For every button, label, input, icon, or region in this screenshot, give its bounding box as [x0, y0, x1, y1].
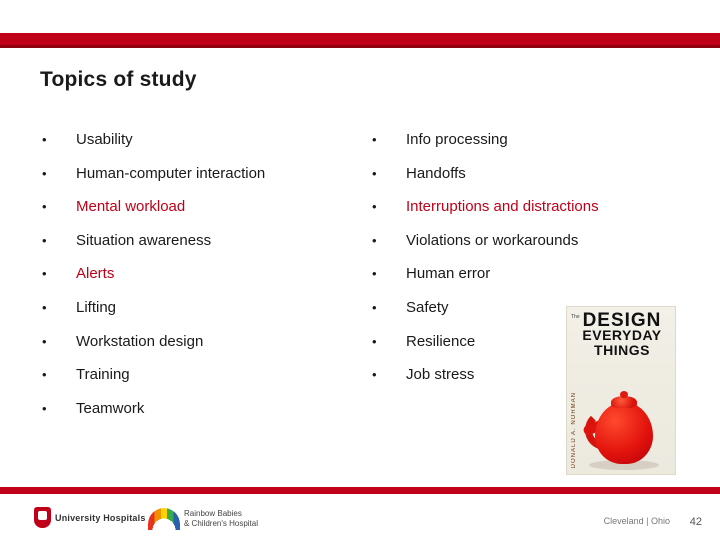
- bullet-marker: •: [42, 199, 47, 215]
- bullet-marker: •: [372, 299, 377, 315]
- bullet-marker: •: [372, 165, 377, 181]
- bullet-marker: •: [372, 199, 377, 215]
- location-label: Cleveland | Ohio: [603, 516, 670, 526]
- list-item: [366, 165, 666, 199]
- list-item: [36, 299, 366, 333]
- bullet-marker: •: [42, 400, 47, 416]
- list-item: [36, 333, 366, 367]
- list-item-label: Lifting: [76, 298, 117, 316]
- shield-icon: [34, 507, 51, 528]
- slide-footer: [0, 494, 720, 540]
- book-cover-image: [566, 306, 676, 475]
- list-item-label: Human-computer interaction: [76, 164, 266, 182]
- list-item: [366, 232, 666, 266]
- page-title: Topics of study: [40, 68, 197, 91]
- list-item-label: Resilience: [406, 332, 476, 350]
- bullet-marker: •: [42, 299, 47, 315]
- bullet-marker: •: [372, 232, 377, 248]
- page-number: 42: [689, 516, 702, 528]
- rainbow-babies-label: [184, 509, 258, 529]
- university-hospitals-logo: [34, 507, 146, 528]
- list-item: [366, 265, 666, 299]
- list-item: [36, 265, 366, 299]
- book-title-line3: THINGS: [594, 342, 650, 358]
- top-accent-bar-shadow: [0, 45, 720, 48]
- bottom-accent-bar: [0, 487, 720, 494]
- list-item-label: Teamwork: [76, 399, 145, 417]
- list-item: [36, 198, 366, 232]
- rainbow-babies-line2: & Children's Hospital: [184, 519, 259, 528]
- bullet-marker: •: [372, 132, 377, 147]
- book-title-line1: DESIGN: [582, 310, 662, 331]
- bullet-marker: •: [42, 333, 47, 349]
- bullet-marker: •: [372, 266, 377, 282]
- rainbow-babies-line1: Rainbow Babies: [184, 509, 242, 518]
- book-title: [567, 310, 676, 358]
- bullet-marker: •: [42, 132, 47, 147]
- list-item: [36, 366, 366, 400]
- book-title-line2: EVERYDAY: [582, 327, 662, 343]
- bullet-marker: •: [372, 367, 377, 383]
- list-item: [36, 232, 366, 266]
- top-accent-bar: [0, 33, 720, 45]
- bullet-marker: •: [372, 333, 377, 349]
- rainbow-arc-icon: [148, 508, 180, 530]
- bullet-column-left: [36, 131, 366, 433]
- list-item: [366, 198, 666, 232]
- university-hospitals-label: University Hospitals: [55, 512, 146, 523]
- list-item-label: Workstation design: [76, 332, 204, 350]
- list-item: [36, 400, 366, 434]
- list-item: [36, 165, 366, 199]
- bullet-marker: •: [42, 232, 47, 248]
- teapot-body: [595, 402, 653, 464]
- list-item-label: Human error: [406, 265, 491, 283]
- book-kicker: The: [571, 314, 580, 320]
- bullet-marker: •: [42, 266, 47, 282]
- list-item-label: Usability: [76, 131, 133, 148]
- list-item-label: Safety: [406, 298, 449, 316]
- list-item-label: Handoffs: [406, 164, 466, 182]
- list-item-label: Interruptions and distractions: [406, 198, 599, 216]
- bullet-marker: •: [42, 367, 47, 383]
- list-item: [366, 131, 666, 165]
- rainbow-babies-logo: [148, 508, 258, 530]
- list-item-label: Situation awareness: [76, 231, 212, 249]
- list-item-label: Violations or workarounds: [406, 231, 579, 249]
- bullet-marker: •: [42, 165, 47, 181]
- list-item-label: Job stress: [406, 366, 475, 384]
- list-item-label: Training: [76, 366, 130, 384]
- list-item-label: Alerts: [76, 265, 115, 283]
- book-author: DONALD A. NORMAN: [571, 391, 577, 468]
- list-item-label: Mental workload: [76, 198, 186, 216]
- teapot-knob: [620, 391, 628, 398]
- list-item: [36, 131, 366, 165]
- list-item-label: Info processing: [406, 131, 508, 148]
